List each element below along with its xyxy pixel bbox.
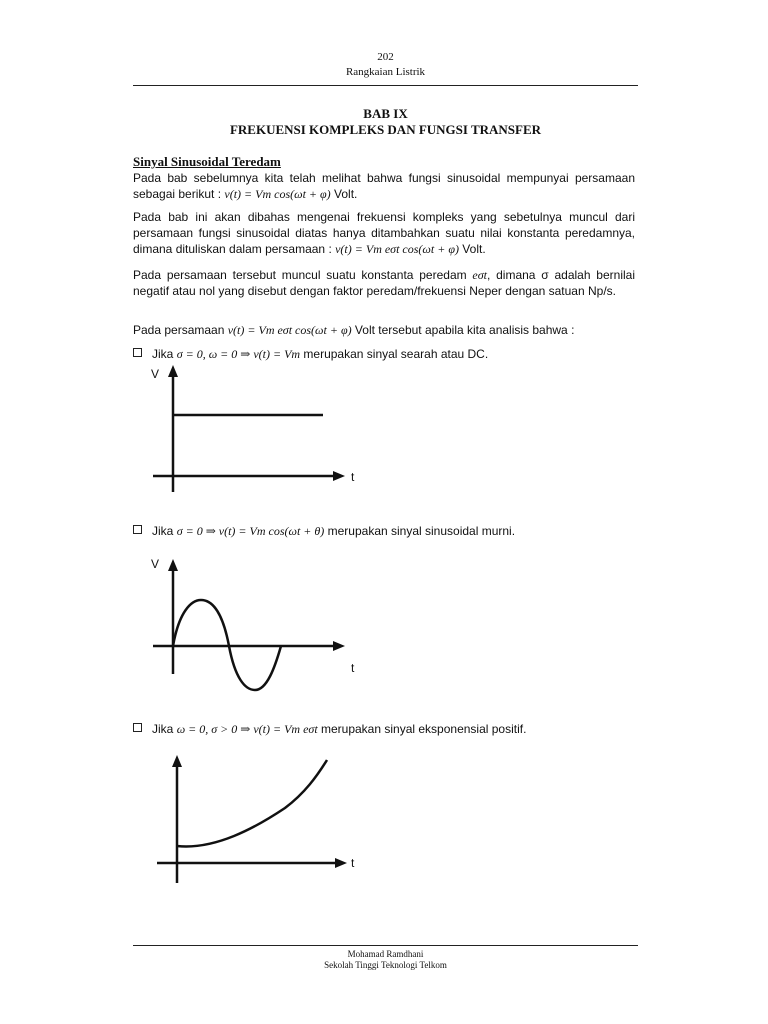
case-description: merupakan sinyal searah atau DC. xyxy=(300,347,489,361)
exponential-curve xyxy=(177,760,327,846)
book-title: Rangkaian Listrik xyxy=(345,66,426,78)
x-axis-label: t xyxy=(351,661,355,675)
case-equation: ω = 0, σ > 0 ⇒ v(t) = Vm eσt xyxy=(176,722,318,736)
page-number: 202 xyxy=(377,51,394,63)
case-equation: σ = 0 ⇒ v(t) = Vm cos(ωt + θ) xyxy=(176,524,325,538)
graph-dc xyxy=(145,362,385,502)
chapter-title: FREKUENSI KOMPLEKS DAN FUNGSI TRANSFER xyxy=(229,122,542,137)
checkbox-bullet-icon xyxy=(133,525,142,534)
case-item-exponential xyxy=(133,721,526,737)
section-title: Sinyal Sinusoidal Teredam xyxy=(133,154,281,169)
paragraph-2-text: Pada bab ini akan dibahas mengenai frekuensi kompleks yang sebetulnya muncul dari persamaan fungsi sinusoidal diatas hanya ditambahkan suatu nilai konstanta peredamnya, dimana dituliskan dalam persamaan : xyxy=(133,210,635,256)
paragraph-3-text-b: , dimana σ adalah bernilai negatif atau nol yang disebut dengan faktor peredam/frekuensi Neper dengan satuan Np/s. xyxy=(133,268,635,298)
y-axis-label: V xyxy=(151,557,160,571)
x-axis-label: t xyxy=(351,856,355,870)
paragraph-1-tail: Volt. xyxy=(330,187,358,201)
x-axis-arrow-icon xyxy=(333,471,345,481)
paragraph-2-tail: Volt. xyxy=(458,242,486,256)
paragraph-3 xyxy=(133,267,635,299)
y-axis-arrow-icon xyxy=(168,559,178,571)
x-axis-label: t xyxy=(351,470,355,484)
x-axis-arrow-icon xyxy=(333,641,345,651)
equation-damping-term: eσt xyxy=(472,268,487,282)
case-equation: σ = 0, ω = 0 ⇒ v(t) = Vm xyxy=(176,347,301,361)
footer-author: Mohamad Ramdhani xyxy=(347,949,424,959)
paragraph-4 xyxy=(133,322,635,338)
paragraph-2 xyxy=(133,209,635,257)
equation-sinusoid: v(t) = Vm cos(ωt + φ) xyxy=(224,187,331,201)
footer-rule xyxy=(133,945,638,946)
paragraph-3-text-a: Pada persamaan tersebut muncul suatu konstanta peredam xyxy=(133,268,473,282)
case-item-dc xyxy=(133,346,488,362)
chapter-number: BAB IX xyxy=(363,106,408,121)
footer-institution: Sekolah Tinggi Teknologi Telkom xyxy=(324,960,447,970)
case-prefix: Jika xyxy=(152,524,177,538)
y-axis-arrow-icon xyxy=(168,365,178,377)
case-item-sine xyxy=(133,523,515,539)
page-footer xyxy=(133,949,638,971)
equation-damped: v(t) = Vm eσt cos(ωt + φ) xyxy=(335,242,459,256)
case-prefix: Jika xyxy=(152,347,177,361)
graph-sine xyxy=(145,552,385,702)
checkbox-bullet-icon xyxy=(133,348,142,357)
case-description: merupakan sinyal sinusoidal murni. xyxy=(324,524,516,538)
header-rule xyxy=(133,85,638,86)
y-axis-label: V xyxy=(151,367,160,381)
case-prefix: Jika xyxy=(152,722,177,736)
equation-damped-2: v(t) = Vm eσt cos(ωt + φ) xyxy=(227,323,352,337)
y-axis-arrow-icon xyxy=(172,755,182,767)
x-axis-arrow-icon xyxy=(335,858,347,868)
page-header xyxy=(133,50,638,80)
paragraph-4-text: Pada persamaan xyxy=(133,323,228,337)
case-description: merupakan sinyal eksponensial positif. xyxy=(317,722,527,736)
paragraph-1 xyxy=(133,170,635,202)
graph-exponential xyxy=(145,748,385,898)
checkbox-bullet-icon xyxy=(133,723,142,732)
paragraph-4-tail: Volt tersebut apabila kita analisis bahwa : xyxy=(351,323,575,337)
paragraph-1-text: Pada bab sebelumnya kita telah melihat bahwa fungsi sinusoidal mempunyai persamaan sebagai berikut : xyxy=(133,171,635,201)
